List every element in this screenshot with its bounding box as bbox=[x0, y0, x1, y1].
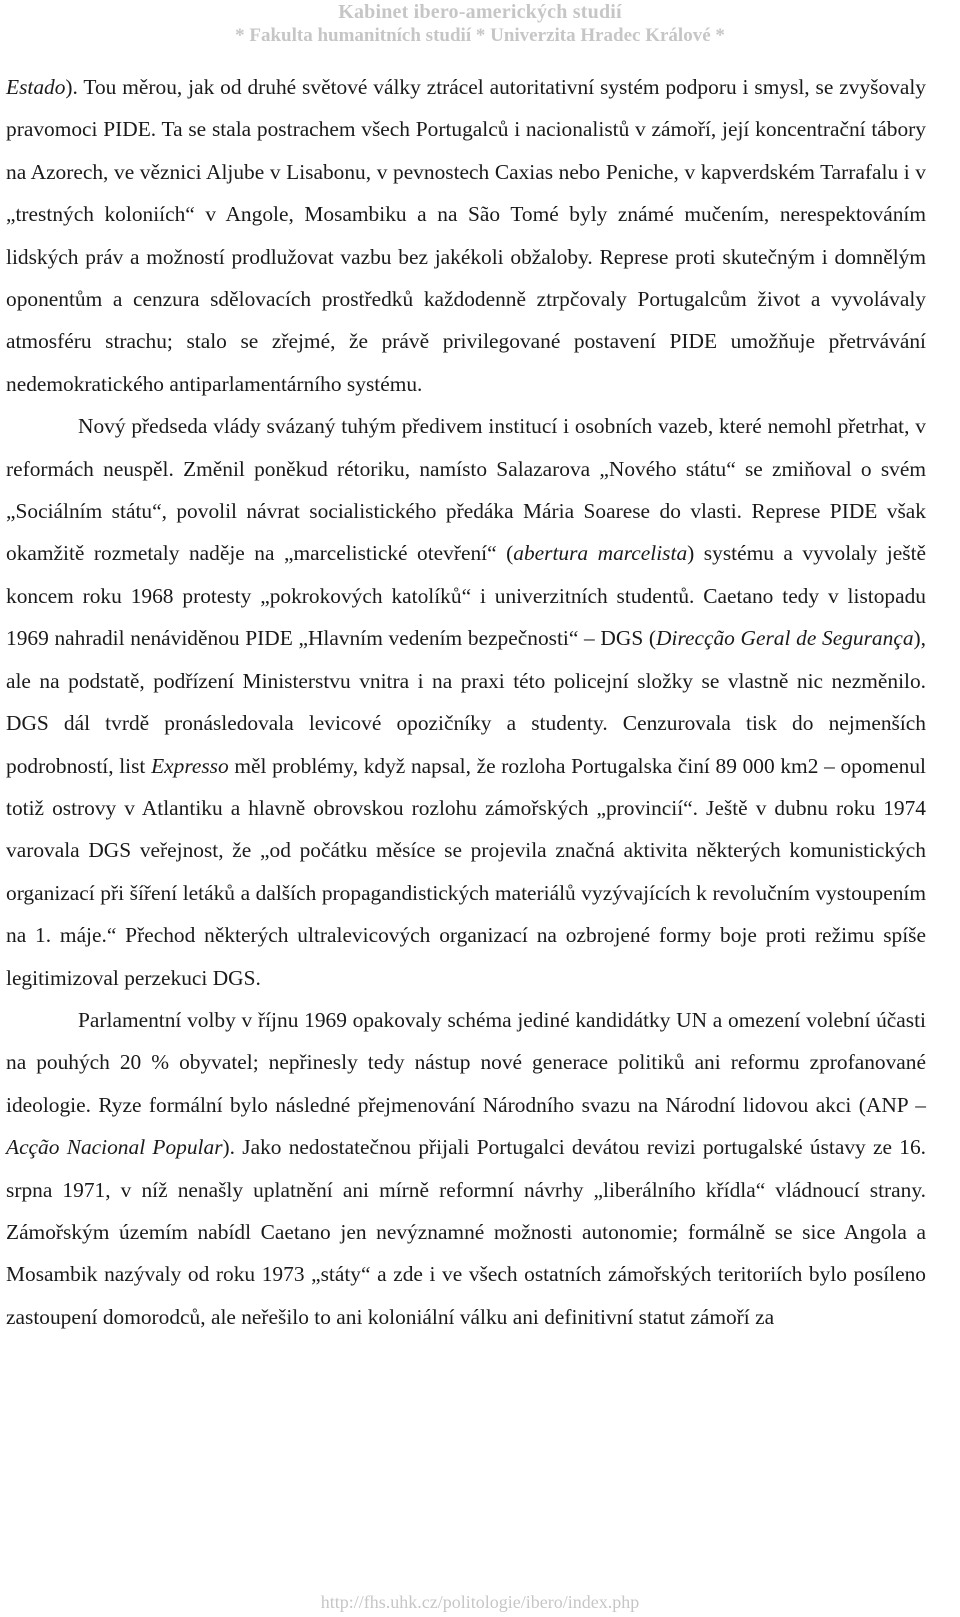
paragraph bbox=[6, 405, 926, 999]
text-segment: Nový předseda vlády svázaný tuhým předivem institucí i osobních vazeb, které nemohl přetrhat, v reformách neuspěl. Změnil poněkud rétoriku, namísto Salazarova „Nového státu“ se zmiňoval o svém „Sociálním státu“, povolil návrat socialistického předáka Mária Soarese do vlasti. Represe PIDE však okamžitě rozmetaly naděje na „marcelistické otevření“ ( bbox=[6, 414, 926, 566]
paragraph bbox=[6, 66, 926, 405]
text-segment: ). Jako nedostatečnou přijali Portugalci devátou revizi portugalské ústavy ze 16. srpna 1971, v níž nenašly uplatnění ani mírně reformní návrhy „liberálního křídla“ vládnoucí strany. Zámořským územím nabídl Caetano jen nevýznamné možnosti autonomie; formálně se sice Angola a Mosambik nazývaly od roku 1973 „státy“ a zde i ve všech ostatních zámořských teritoriích bylo posíleno zastoupení domorodců, ale neřešilo to ani koloniální válku ani definitivní statut zámoří za bbox=[6, 1135, 926, 1329]
page-header bbox=[0, 0, 960, 48]
text-segment: Estado bbox=[6, 75, 66, 99]
text-segment: Parlamentní volby v říjnu 1969 opakovaly schéma jediné kandidátky UN a omezení volební účasti na pouhých 20 % obyvatel; nepřinesly tedy nástup nové generace politiků ani reformu zprofanované ideologie. Ryze formální bylo následné přejmenování Národního svazu na Národní lidovou akci (ANP – bbox=[6, 1007, 926, 1117]
text-segment: měl problémy, když napsal, že rozloha Portugalska činí 89 000 km2 – opomenul totiž ostrovy v Atlantiku a hlavně obrovskou rozlohu zámořských „provincií“. Ještě v dubnu roku 1974 varovala DGS veřejnost, že „od počátku měsíce se projevila značná aktivita některých komunistických organizací při šíření letáků a dalších propagandistických materiálů vyzývajících k revolučním vystoupením na 1. máje.“ Přechod některých ultralevicových organizací na ozbrojené formy boje proti režimu spíše legitimizoval perzekuci DGS. bbox=[6, 753, 926, 990]
text-segment: ) systému a vyvolaly ještě koncem roku 1968 protesty „pokrokových katolíků“ i univerzitních studentů. Caetano tedy v listopadu 1969 nahradil nenáviděnou PIDE „Hlavním vedením bezpečnosti“ – DGS ( bbox=[6, 541, 927, 651]
header-faculty: * Fakulta humanitních studií * Univerzita Hradec Králové * bbox=[235, 25, 725, 46]
text-segment: ), ale na podstatě, podřízení Ministerstvu vnitra i na praxi této policejní složky se vlastně nic nezměnilo. DGS dál tvrdě pronásledovala levicové opozičníky a studenty. Cenzurovala tisk do nejmenších podrobností, list bbox=[6, 626, 926, 778]
text-segment: Expresso bbox=[151, 753, 229, 778]
document-body bbox=[6, 66, 926, 1338]
paragraph bbox=[6, 999, 926, 1338]
text-segment: abertura marcelista bbox=[513, 541, 688, 566]
text-segment: Acção Nacional Popular bbox=[6, 1135, 223, 1160]
text-segment: ). Tou měrou, jak od druhé světové války ztrácel autoritativní systém podporu i smysl, se zvyšovaly pravomoci PIDE. Ta se stala postrachem všech Portugalců i nacionalistů v zámoří, její koncentrační tábory na Azorech, ve věznici Aljube v Lisabonu, v pevnostech Caxias nebo Peniche, v kapverdském Tarrafalu i v „trestných koloniích“ v Angole, Mosambiku a na São Tomé byly známé mučením, nerespektováním lidských práv a možností prodlužovat vazbu bez jakékoli obžaloby. Represe proti skutečným i domnělým oponentům a cenzura sdělovacích prostředků každodenně ztrpčovaly Portugalcům život a vyvolávaly atmosféru strachu; stalo se zřejmé, že právě privilegované postavení PIDE umožňuje přetrvávání nedemokratického antiparlamentárního systému. bbox=[6, 75, 926, 396]
page-footer-url: http://fhs.uhk.cz/politologie/ibero/index.php bbox=[320, 1592, 640, 1612]
header-institution: Kabinet ibero-amerických studií bbox=[338, 1, 622, 23]
text-segment: Direcção Geral de Segurança bbox=[656, 626, 914, 651]
